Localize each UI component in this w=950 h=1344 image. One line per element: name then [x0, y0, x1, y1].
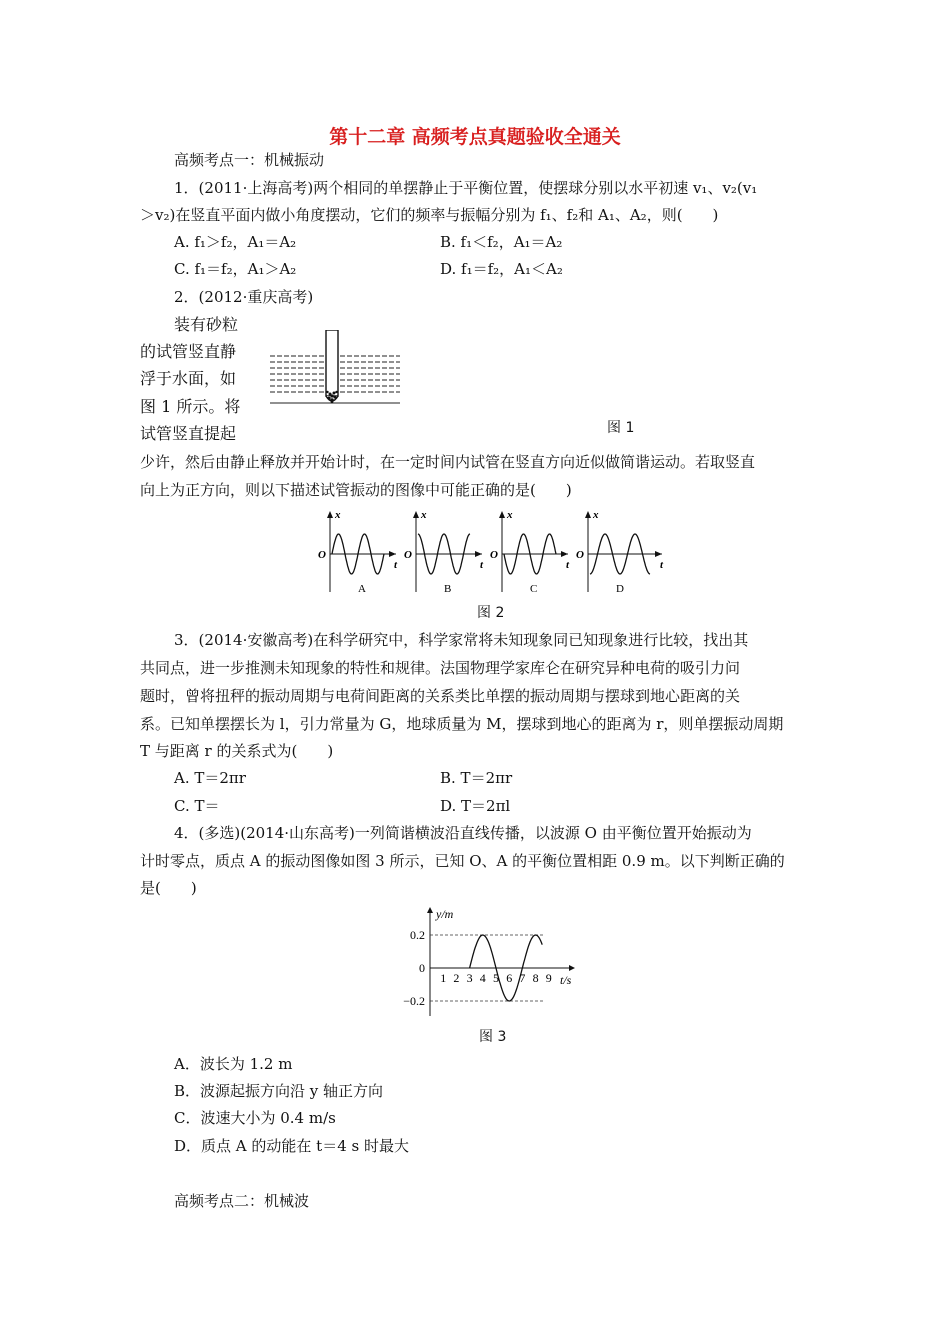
x-tick-label: 2: [453, 971, 460, 985]
figure-3-caption: 图 3: [479, 1029, 507, 1045]
x-axis-label: x: [421, 509, 427, 521]
x-axis-label: x: [335, 509, 341, 521]
q1-option-a: A. f₁＞f₂，A₁＝A₂: [174, 233, 297, 251]
x-tick-label: 8: [532, 971, 539, 985]
figure-1-test-tube: [266, 330, 402, 410]
q2-side-text-1: 装有砂粒: [174, 315, 239, 334]
q1-line-2: ＞v₂)在竖直平面内做小角度摆动，它们的频率与振幅分别为 f₁、f₂和 A₁、A₂，则( ): [140, 206, 719, 224]
q2-side-text-5: 试管竖直提起: [140, 424, 237, 443]
axis-arrow: [327, 511, 333, 518]
x-axis-label: x: [507, 509, 513, 521]
axis-arrow: [561, 551, 568, 557]
x-tick-label: 9: [545, 971, 552, 985]
q3-option-d: D. T＝2πl: [440, 797, 511, 815]
q3-line-4: 系。已知单摆摆长为 l，引力常量为 G，地球质量为 M，摆球到地心的距离为 r，则单摆振动周期: [140, 715, 784, 733]
origin-label: O: [490, 549, 498, 561]
graph-option-b: [400, 508, 490, 596]
test-tube: [326, 330, 338, 401]
q4-option-d: D．质点 A 的动能在 t＝4 s 时最大: [174, 1137, 409, 1155]
x-tick-label: 7: [519, 971, 526, 985]
figure-1-caption: 图 1: [607, 420, 635, 436]
origin-label: O: [318, 549, 326, 561]
q3-line-5: T 与距离 r 的关系式为( ): [140, 742, 334, 760]
graph-option-c: [486, 508, 576, 596]
q1-line-1: 1．(2011·上海高考)两个相同的单摆静止于平衡位置，使摆球分别以水平初速 v₁、v₂(v₁: [174, 179, 758, 197]
page-title: 第十二章 高频考点真题验收全通关: [329, 126, 621, 148]
graph-option-label: D: [616, 583, 624, 595]
t-axis-label: t: [660, 559, 664, 571]
x-axis-label: t/s: [560, 973, 572, 987]
y-tick-top: 0.2: [410, 928, 425, 942]
graph-option-label: B: [444, 583, 452, 595]
section-heading-1: 高频考点一：机械振动: [174, 151, 325, 169]
q4-option-b: B．波源起振方向沿 y 轴正方向: [174, 1082, 384, 1100]
axis-arrow: [413, 511, 419, 518]
q1-option-b: B. f₁＜f₂，A₁＝A₂: [440, 233, 563, 251]
y-tick-zero: 0: [419, 961, 425, 975]
t-axis-label: t: [394, 559, 398, 571]
axis-arrow: [475, 551, 482, 557]
x-tick-label: 1: [440, 971, 447, 985]
q3-option-b: B. T＝2πr: [440, 769, 513, 787]
y-axis-label: y/m: [436, 907, 454, 921]
x-tick-label: 3: [466, 971, 473, 985]
q3-line-3: 题时，曾将扭秤的振动周期与电荷间距离的关系类比单摆的振动周期与摆球到地心距离的关: [140, 687, 741, 705]
q3-line-2: 共同点，进一步推测未知现象的特性和规律。法国物理学家库仑在研究异种电荷的吸引力问: [140, 659, 741, 677]
y-tick-bottom: −0.2: [403, 994, 425, 1008]
t-axis-label: t: [566, 559, 570, 571]
x-tick-label: 6: [506, 971, 513, 985]
axis-arrow: [585, 511, 591, 518]
graph-option-d: [572, 508, 668, 596]
q2-heading: 2．(2012·重庆高考): [174, 288, 314, 306]
q4-option-a: A．波长为 1.2 m: [174, 1055, 293, 1073]
q3-option-c: C. T＝: [174, 797, 220, 815]
x-axis-label: x: [593, 509, 599, 521]
t-axis-label: t: [480, 559, 484, 571]
q4-line-1: 4．(多选)(2014·山东高考)一列简谐横波沿直线传播，以波源 O 由平衡位置开始振动为: [174, 824, 752, 842]
graph-option-label: A: [358, 583, 366, 595]
q1-option-c: C. f₁＝f₂，A₁＞A₂: [174, 260, 297, 278]
q4-line-3: 是( ): [140, 879, 197, 897]
q2-side-text-2: 的试管竖直静: [140, 342, 237, 361]
figure-3-vibration-graph: [396, 904, 588, 1020]
axis-arrow: [655, 551, 662, 557]
q3-line-1: 3．(2014·安徽高考)在科学研究中，科学家常将未知现象同已知现象进行比较，找出其: [174, 631, 749, 649]
q1-option-d: D. f₁＝f₂，A₁＜A₂: [440, 260, 563, 278]
graph-option-label: C: [530, 583, 538, 595]
graph-option-a: [314, 508, 404, 596]
x-tick-labels: [440, 971, 552, 985]
q3-option-a: A. T＝2πr: [174, 769, 246, 787]
origin-label: O: [576, 549, 584, 561]
x-tick-label: 5: [493, 971, 499, 985]
axis-arrow: [499, 511, 505, 518]
section-heading-2: 高频考点二：机械波: [174, 1192, 310, 1210]
x-tick-label: 4: [479, 971, 486, 985]
q2-line-1: 少许，然后由静止释放并开始计时，在一定时间内试管在竖直方向近似做简谐运动。若取竖直: [140, 453, 756, 471]
figure-2-caption: 图 2: [477, 605, 505, 621]
axis-arrow: [389, 551, 396, 557]
q4-option-c: C．波速大小为 0.4 m/s: [174, 1109, 336, 1127]
q2-line-2: 向上为正方向，则以下描述试管振动的图像中可能正确的是( ): [140, 481, 572, 499]
q2-side-text-4: 图 1 所示。将: [140, 397, 241, 416]
origin-label: O: [404, 549, 412, 561]
q4-line-2: 计时零点，质点 A 的振动图像如图 3 所示，已知 O、A 的平衡位置相距 0.9 m。以下判断正确的: [140, 852, 785, 870]
q2-side-text-3: 浮于水面，如: [140, 369, 237, 388]
